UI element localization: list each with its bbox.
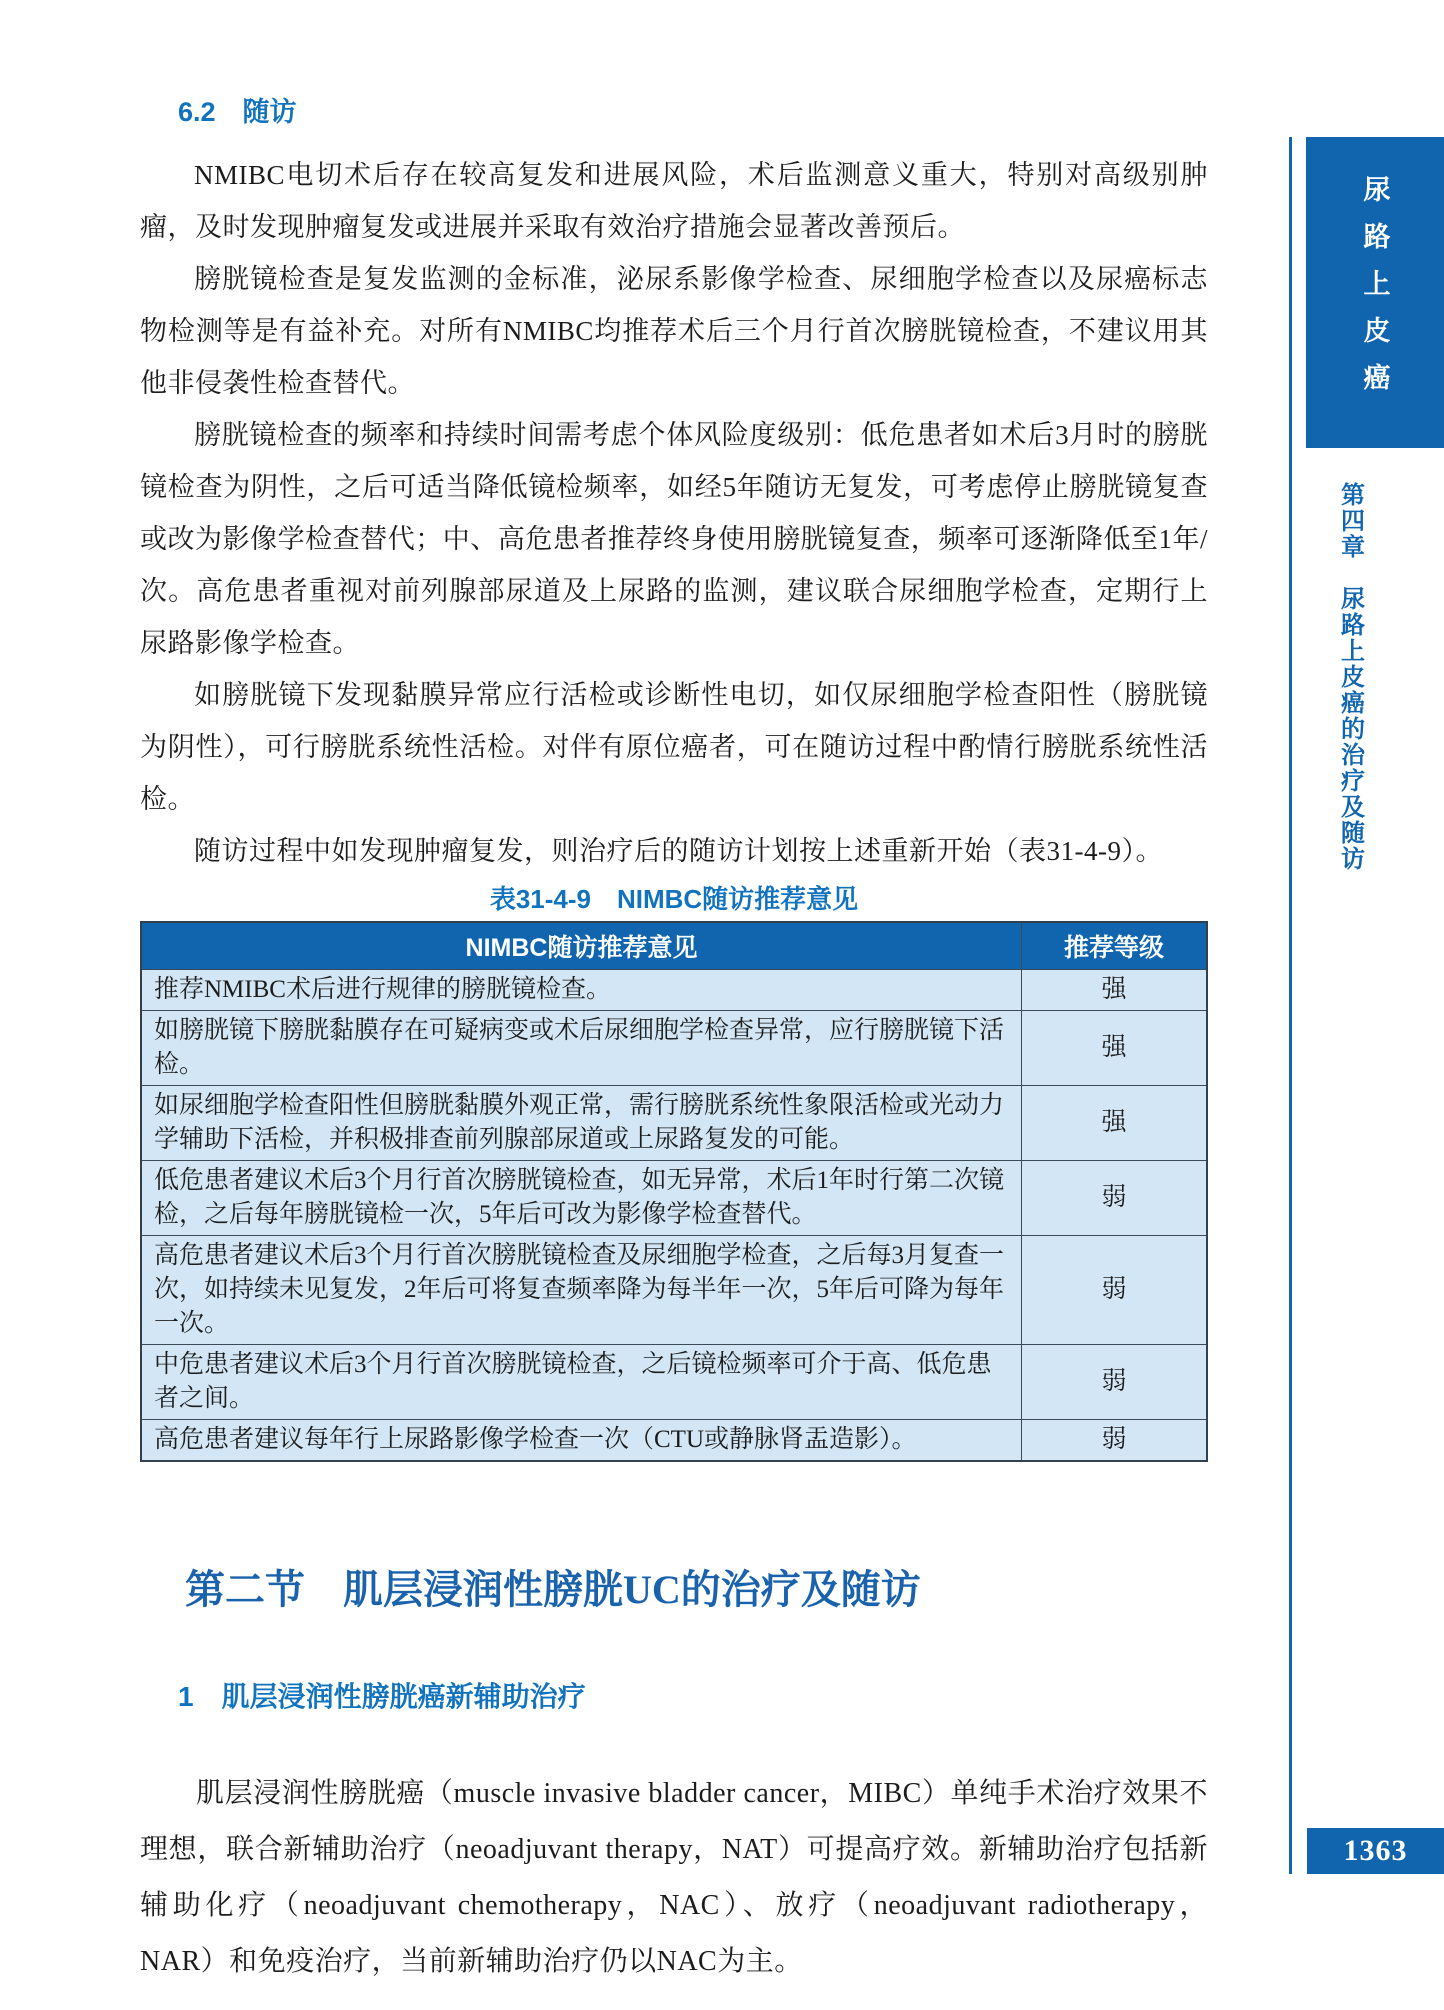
- section-2-1-subheading: 1 肌层浸润性膀胱癌新辅助治疗: [178, 1681, 586, 1712]
- table-header-row: [141, 922, 1207, 970]
- grade-cell: 强: [1022, 1086, 1208, 1161]
- page-number: 1363: [1343, 1834, 1408, 1867]
- page-number-badge: [1307, 1828, 1444, 1874]
- section-2-heading-number: 第二节: [185, 1567, 305, 1612]
- grade-cell: 弱: [1022, 1161, 1208, 1236]
- table-row: [141, 1345, 1207, 1420]
- table-row: [141, 1011, 1207, 1086]
- recommendation-cell: 推荐NMIBC术后进行规律的膀胱镜检查。: [141, 970, 1022, 1011]
- paragraph-biopsy-guidance: 如膀胱镜下发现黏膜异常应行活检或诊断性电切，如仅尿细胞学检查阳性（膀胱镜为阴性），可行膀胱系统性活检。对伴有原位癌者，可在随访过程中酌情行膀胱系统性活检。: [140, 680, 1208, 814]
- sidebar-divider-line: [1289, 137, 1292, 1874]
- table-row: [141, 970, 1207, 1011]
- paragraph-recurrence-restart: 随访过程中如发现肿瘤复发，则治疗后的随访计划按上述重新开始（表31-4-9）。: [194, 836, 1163, 866]
- sidebar-chapter-label: [1312, 482, 1388, 902]
- table-row: [141, 1086, 1207, 1161]
- sidebar-tab-label: 尿路上皮癌: [1359, 175, 1390, 410]
- table-row: [141, 1420, 1207, 1462]
- recommendation-cell: 如膀胱镜下膀胱黏膜存在可疑病变或术后尿细胞学检查异常，应行膀胱镜下活检。: [141, 1011, 1022, 1086]
- table-header-grade: 推荐等级: [1022, 922, 1208, 970]
- table-header-recommendation: NIMBC随访推荐意见: [141, 922, 1022, 970]
- paragraph-nmibc-risk: NMIBC电切术后存在较高复发和进展风险，术后监测意义重大，特别对高级别肿瘤，及时发现肿瘤复发或进展并采取有效治疗措施会显著改善预后。: [140, 160, 1208, 242]
- paragraph-cystoscopy-gold-standard: 膀胱镜检查是复发监测的金标准，泌尿系影像学检查、尿细胞学检查以及尿癌标志物检测等是有益补充。对所有NMIBC均推荐术后三个月行首次膀胱镜检查，不建议用其他非侵袭性检查替代。: [140, 264, 1208, 398]
- recommendation-cell: 中危患者建议术后3个月行首次膀胱镜检查，之后镜检频率可介于高、低危患者之间。: [141, 1345, 1022, 1420]
- grade-cell: 强: [1022, 1011, 1208, 1086]
- followup-recommendation-table: [140, 921, 1208, 1462]
- section-2-heading-title: 肌层浸润性膀胱UC的治疗及随访: [343, 1567, 921, 1612]
- grade-cell: 强: [1022, 970, 1208, 1011]
- grade-cell: 弱: [1022, 1236, 1208, 1345]
- paragraph-frequency-by-risk: 膀胱镜检查的频率和持续时间需考虑个体风险度级别：低危患者如术后3月时的膀胱镜检查为阴性，之后可适当降低镜检频率，如经5年随访无复发，可考虑停止膀胱镜复查或改为影像学检查替代；中、高危患者推荐终身使用膀胱镜复查，频率可逐渐降低至1年/次。高危患者重视对前列腺部尿道及上尿路的监测，建议联合尿细胞学检查，定期行上尿路影像学检查。: [140, 420, 1208, 658]
- chapter-label-text: 第四章 尿路上皮癌的治疗及随访: [1336, 482, 1363, 872]
- table-row: [141, 1236, 1207, 1345]
- paragraph-mibc-neoadjuvant: 肌层浸润性膀胱癌（muscle invasive bladder cancer，MIBC）单纯手术治疗效果不理想，联合新辅助治疗（neoadjuvant therapy，NAT）可提高疗效。新辅助治疗包括新辅助化疗（neoadjuvant chemotherapy，NAC）、放疗（neoadjuvant radiotherapy，NAR）和免疫治疗，当前新辅助治疗仍以NAC为主。: [140, 1778, 1208, 1977]
- recommendation-cell: 如尿细胞学检查阳性但膀胱黏膜外观正常，需行膀胱系统性象限活检或光动力学辅助下活检，并积极排查前列腺部尿道或上尿路复发的可能。: [141, 1086, 1022, 1161]
- recommendation-cell: 低危患者建议术后3个月行首次膀胱镜检查，如无异常，术后1年时行第二次镜检，之后每年膀胱镜检一次，5年后可改为影像学检查替代。: [141, 1161, 1022, 1236]
- recommendation-cell: 高危患者建议术后3个月行首次膀胱镜检查及尿细胞学检查，之后每3月复查一次，如持续未见复发，2年后可将复查频率降为每半年一次，5年后可降为每年一次。: [141, 1236, 1022, 1345]
- recommendation-cell: 高危患者建议每年行上尿路影像学检查一次（CTU或静脉肾盂造影）。: [141, 1420, 1022, 1462]
- section-6-2-heading: 6.2 随访: [178, 97, 297, 127]
- sidebar-section-tab: [1306, 137, 1444, 448]
- section-2-heading: [185, 1566, 1208, 1614]
- main-content: [140, 95, 1208, 1990]
- grade-cell: 弱: [1022, 1420, 1208, 1462]
- table-caption: 表31-4-9 NIMBC随访推荐意见: [489, 884, 859, 914]
- table-row: [141, 1161, 1207, 1236]
- grade-cell: 弱: [1022, 1345, 1208, 1420]
